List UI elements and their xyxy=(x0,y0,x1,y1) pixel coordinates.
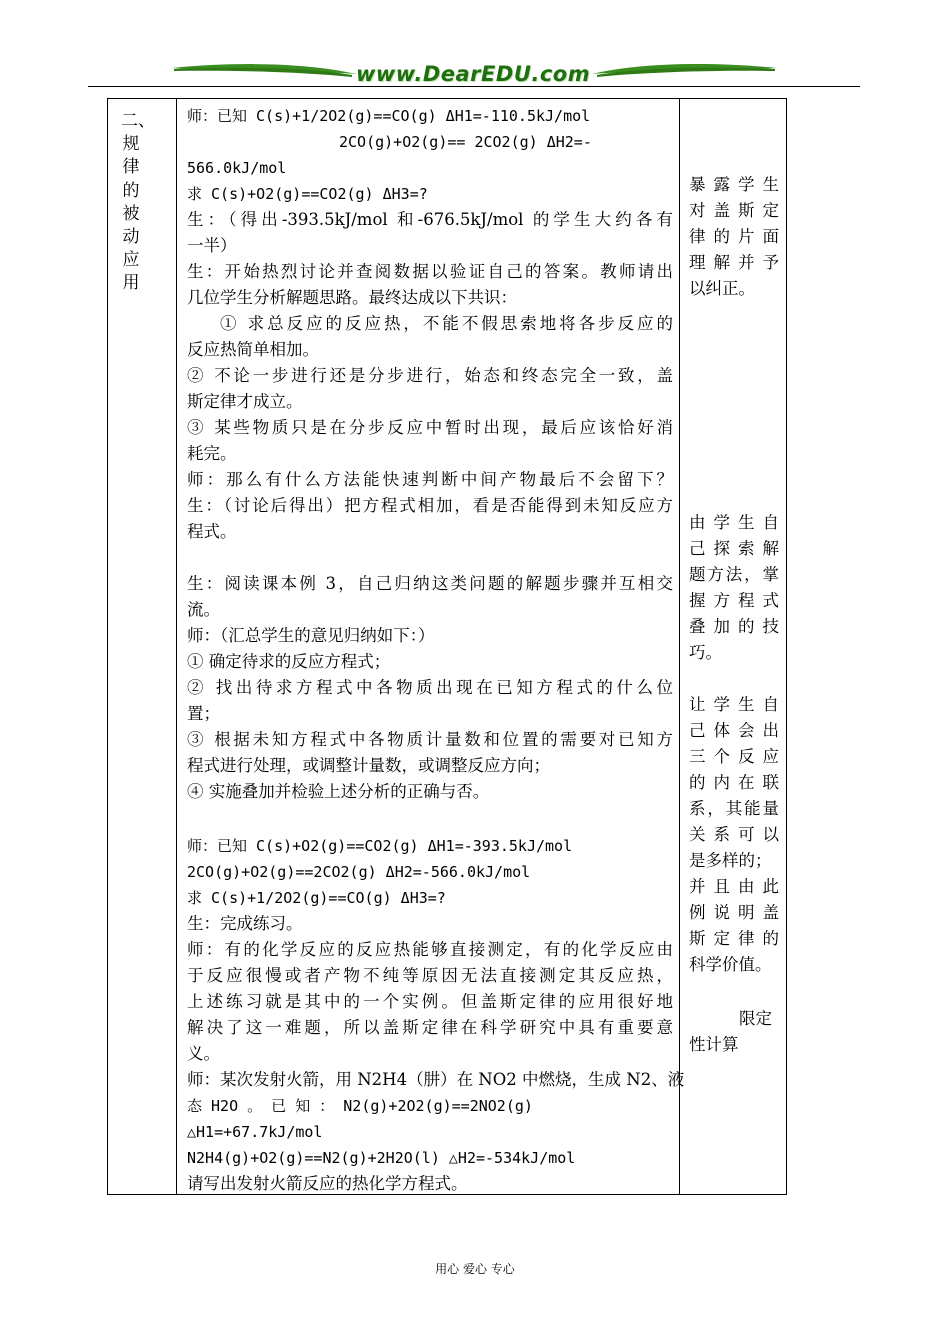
text-line: 于反应很慢或者产物不纯等原因无法直接测定其反应热， xyxy=(187,966,673,985)
text-line: 求 C(s)+1/2O2(g)==CO(g) ΔH3=? xyxy=(187,889,446,907)
note-line: 性计算 xyxy=(689,1035,739,1054)
note-line: 理解并予 xyxy=(689,253,779,272)
text-line: ① 确定待求的反应方程式； xyxy=(187,652,391,671)
text-line: 耗完。 xyxy=(187,444,237,463)
page-footer: 用心 爱心 专心 xyxy=(435,1262,515,1276)
note-line: 让学生自 xyxy=(689,695,779,714)
note-line: 例说明盖 xyxy=(689,903,779,922)
text-line: ③ 根据未知方程式中各物质计量数和位置的需要对已知方 xyxy=(187,730,673,749)
text-line: 义。 xyxy=(187,1044,220,1063)
note-line: 对盖斯定 xyxy=(689,201,779,220)
note-line: 三个反应 xyxy=(689,747,779,766)
note-line: 叠加的技 xyxy=(689,617,779,636)
text-line: 2CO(g)+O2(g)== 2CO2(g) ΔH2=- xyxy=(339,133,592,151)
site-brand[interactable]: www.DearEDU.com xyxy=(356,62,591,86)
text-line: 师：已知 C(s)+1/2O2(g)==CO(g) ΔH1=-110.5kJ/mol xyxy=(187,107,591,125)
note-2 xyxy=(689,510,779,666)
note-line: 科学价值。 xyxy=(689,955,772,974)
text-line: 师：（汇总学生的意见归纳如下：） xyxy=(187,626,435,645)
text-line: 求 C(s)+O2(g)==CO2(g) ΔH3=? xyxy=(187,185,428,203)
text-line: 反应热简单相加。 xyxy=(187,340,319,359)
text-line: 师：已知 C(s)+O2(g)==CO2(g) ΔH1=-393.5kJ/mol xyxy=(187,837,573,855)
note-line: 是多样的； xyxy=(689,851,772,870)
stage-cell xyxy=(108,99,177,1195)
note-line: 律的片面 xyxy=(689,227,779,246)
text-line: 566.0kJ/mol xyxy=(187,159,287,177)
text-line: 师：某次发射火箭，用 N2H4（肼）在 NO2 中燃烧，生成 N2、液 xyxy=(187,1070,685,1089)
note-line: 斯定律的 xyxy=(689,929,779,948)
text-line: 2CO(g)+O2(g)==2CO2(g) ΔH2=-566.0kJ/mol xyxy=(187,863,531,881)
note-line: 关系可以 xyxy=(689,825,779,844)
text-line: 师：那么有什么方法能快速判断中间产物最后不会留下？ xyxy=(187,470,673,489)
note-line: 暴露学生 xyxy=(689,175,779,194)
text-line: 生：完成练习。 xyxy=(187,914,303,933)
text-line: 生：开始热烈讨论并查阅数据以验证自己的答案。教师请出 xyxy=(187,262,673,281)
note-line: 系，其能量 xyxy=(689,799,779,818)
text-line: 一半） xyxy=(187,236,237,255)
note-line: 巧。 xyxy=(689,643,722,662)
text-line: 置； xyxy=(187,704,220,723)
note-line: 题方法，掌 xyxy=(689,565,779,584)
text-line: N2H4(g)+O2(g)==N2(g)+2H2O(l) △H2=-534kJ/mol xyxy=(187,1149,576,1167)
text-line: ② 不论一步进行还是分步进行，始态和终态完全一致，盖 xyxy=(187,366,673,385)
note-4 xyxy=(689,1006,779,1058)
text-line: 解决了这一难题，所以盖斯定律在科学研究中具有重要意 xyxy=(187,1018,673,1037)
text-line: 师：有的化学反应的反应热能够直接测定，有的化学反应由 xyxy=(187,940,673,959)
header-rule xyxy=(88,86,860,87)
text-line: ④ 实施叠加并检验上述分析的正确与否。 xyxy=(187,782,490,801)
note-3 xyxy=(689,692,779,978)
text-line: ③ 某些物质只是在分步反应中暂时出现，最后应该恰好消 xyxy=(187,418,673,437)
text-line: 上述练习就是其中的一个实例。但盖斯定律的应用很好地 xyxy=(187,992,673,1011)
note-line: 己体会出 xyxy=(689,721,779,740)
text-line: 斯定律才成立。 xyxy=(187,392,303,411)
note-line: 并且由此 xyxy=(689,877,779,896)
text-line: 态 H2O 。 已 知 ： N2(g)+2O2(g)==2NO2(g) xyxy=(187,1097,533,1115)
note-line: 握方程式 xyxy=(689,591,779,610)
text-line: 程式进行处理，或调整计量数，或调整反应方向； xyxy=(187,756,550,775)
text-line: 生：（讨论后得出）把方程式相加，看是否能得到未知反应方 xyxy=(187,496,673,515)
lesson-content xyxy=(187,103,685,1197)
note-line: 己探索解 xyxy=(689,539,779,558)
text-line: 几位学生分析解题思路。最终达成以下共识： xyxy=(187,288,517,307)
text-line: △H1=+67.7kJ/mol xyxy=(187,1123,323,1141)
text-line: 生：（得出-393.5kJ/mol 和-676.5kJ/mol 的学生大约各有 xyxy=(187,210,673,229)
text-line: 请写出发射火箭反应的热化学方程式。 xyxy=(187,1174,468,1193)
note-1 xyxy=(689,172,779,302)
note-line: 限定 xyxy=(739,1009,772,1028)
note-line: 由学生自 xyxy=(689,513,779,532)
text-line: 流。 xyxy=(187,600,220,619)
section-label: 二、规律的被动应用 xyxy=(121,111,155,294)
text-line: ① 求总反应的反应热，不能不假思索地将各步反应的 xyxy=(220,314,673,333)
text-line: ② 找出待求方程式中各物质出现在已知方程式的什么位 xyxy=(187,678,673,697)
text-line: 程式。 xyxy=(187,522,237,541)
note-line: 以纠正。 xyxy=(689,279,755,298)
note-line: 的内在联 xyxy=(689,773,779,792)
text-line: 生：阅读课本例 3，自己归纳这类问题的解题步骤并互相交 xyxy=(187,574,673,593)
